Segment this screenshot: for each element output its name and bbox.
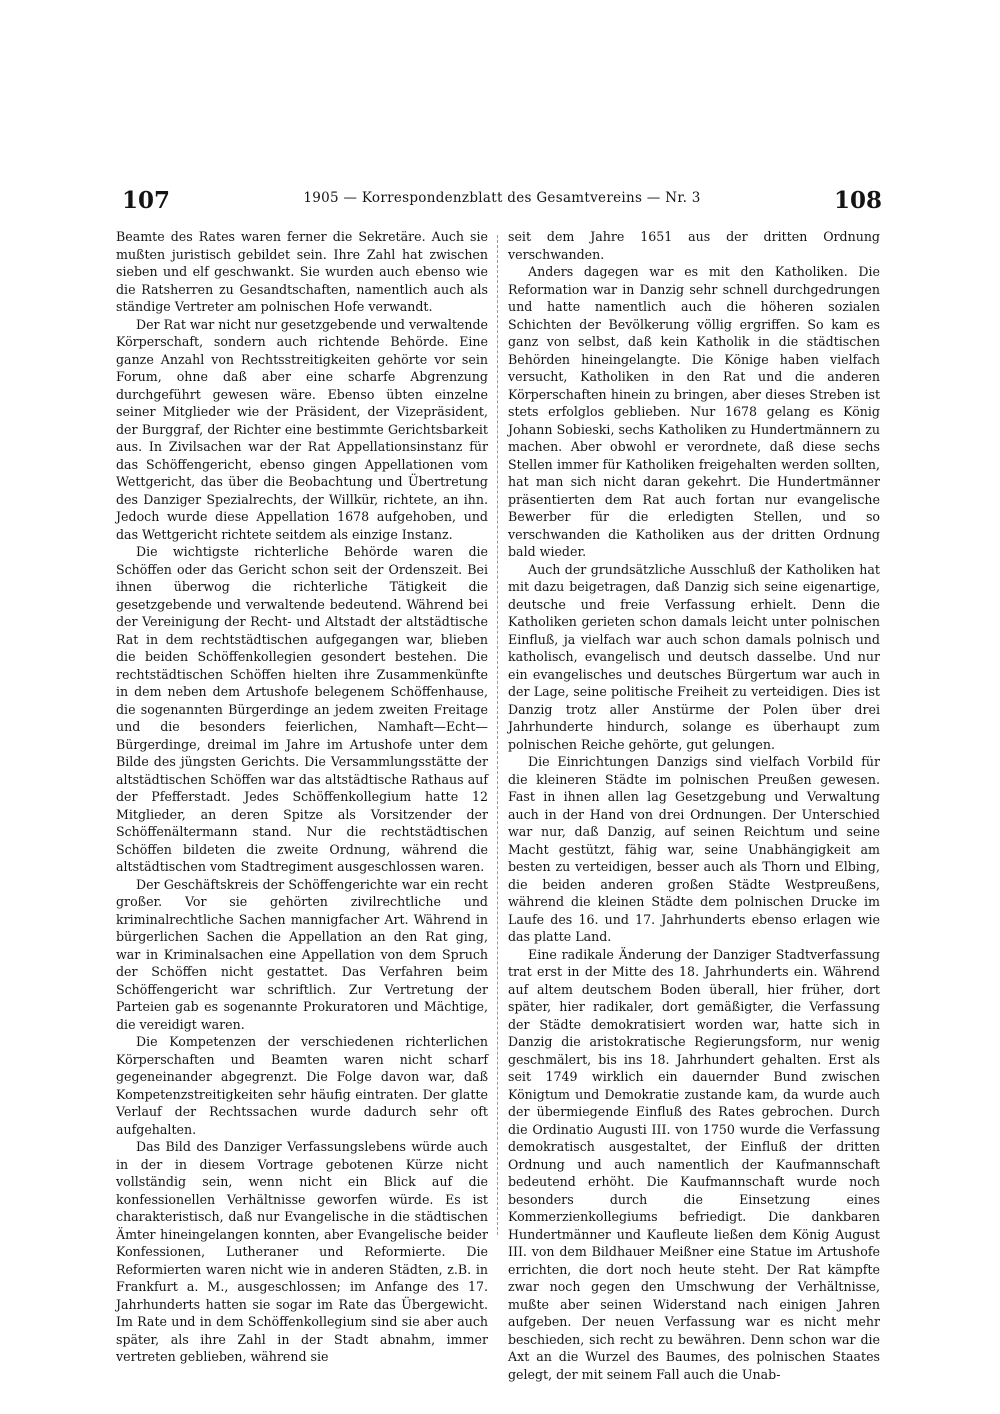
paragraph: Das Bild des Danziger Verfassungslebens würde auch in der in diesem Vortrage gebotenen Kürze nicht vollständig sein, wenn nicht ein Blick auf die konfessionellen Verhältnisse geworfen würde. Es ist charakteristisch, daß nur Evangelische in die städtischen Ämter hineingelangen konnten, aber Evangelische beider Konfessionen, Lutheraner und Reformierte. Die Reformierten waren nicht wie in anderen Städten, z.B. in Frankfurt a. M., ausgeschlossen; im Anfange des 17. Jahrhunderts hatten sie sogar im Rate das Übergewicht. Im Rate und in dem Schöffenkollegium sind sie aber auch später, als ihre Zahl in der Stadt abnahm, immer vertreten geblieben, während sie [116, 1139, 488, 1364]
paragraph: Die wichtigste richterliche Behörde waren die Schöffen oder das Gericht schon seit der Ordenszeit. Bei ihnen überwog die richterliche Tätigkeit die gesetzgebende und verwaltende bedeutend. Während bei der Vereinigung der Recht- und Altstadt der altstädtische Rat in dem rechtstädtischen aufgegangen war, blieben die beiden Schöffenkollegien gesondert bestehen. Die rechtstädtischen Schöffen hielten ihre Zusammenkünfte in dem neben dem Artushofe belegenem Schöffenhause, die sogenannten Bürgerdinge an jedem zweiten Freitage und die besonders feierlichen, Namhaft—Echt—Bürgerdinge, dreimal im Jahre im Artushofe unter dem Bilde des jüngsten Gerichts. Die Versammlungsstätte der altstädtischen Schöffen war das altstädtische Rathaus auf der Pfefferstadt. Jedes Schöffenkollegium hatte 12 Mitglieder, an deren Spitze als Vorsitzender der Schöffenältermann stand. Nur die rechtstädtischen Schöffen bildeten die zweite Ordnung, während die altstädtischen vom Stadtregiment ausgeschlossen waren. [116, 544, 488, 874]
paragraph: Beamte des Rates waren ferner die Sekretäre. Auch sie mußten juristisch gebildet sein. Ihre Zahl hat zwischen sieben und elf geschwankt. Sie wurden auch ebenso wie die Ratsherren zu Gesandtschaften, namentlich auch als ständige Vertreter am polnischen Hofe verwandt. [116, 229, 488, 314]
paragraph: seit dem Jahre 1651 aus der dritten Ordnung verschwanden. [508, 229, 880, 262]
page-header [122, 187, 882, 221]
paragraph: Auch der grundsätzliche Ausschluß der Katholiken hat mit dazu beigetragen, daß Danzig sich seine eigenartige, deutsche und freie Verfassung erhielt. Denn die Katholiken gerieten schon damals leicht unter polnischen Einfluß, ja vielfach war auch schon damals polnisch und katholisch, evangelisch und deutsch dasselbe. Und nur ein evangelisches und deutsches Bürgertum war auch in der Lage, seine politische Freiheit zu verteidigen. Dies ist Danzig trotz aller Anstürme der Polen über drei Jahrhunderte hindurch, solange es überhaupt zum polnischen Reiche gehörte, gut gelungen. [508, 561, 880, 752]
column-divider [497, 235, 498, 1235]
running-title: 1905 — Korrespondenzblatt des Gesamtvereins — Nr. 3 [303, 190, 701, 206]
paragraph: Der Rat war nicht nur gesetzgebende und verwaltende Körperschaft, sondern auch richtende Behörde. Eine ganze Anzahl von Rechtsstreitigkeiten gehörte vor sein Forum, ohne daß aber eine scharfe Abgrenzung durchgeführt gewesen wäre. Ebenso übten einzelne seiner Mitglieder wie der Präsident, der Vizepräsident, der Burggraf, der Richter eine bestimmte Gerichtsbarkeit aus. In Zivilsachen war der Rat Appellationsinstanz für das Schöffengericht, ebenso gingen Appellationen vom Wettgericht, das über die Beobachtung und Übertretung des Danziger Spezialrechts, der Willkür, richtete, an ihn. Jedoch wurde diese Appellation 1678 aufgehoben, und das Wettgericht richtete seitdem als einzige Instanz. [116, 316, 488, 542]
paragraph: Anders dagegen war es mit den Katholiken. Die Reformation war in Danzig sehr schnell durchgedrungen und hatte namentlich auch die höheren sozialen Schichten der Bevölkerung völlig ergriffen. So kam es ganz von selbst, daß kein Katholik in die städtischen Behörden hineingelangte. Die Könige haben vielfach versucht, Katholiken in den Rat und die anderen Körperschaften hinein zu bringen, aber dieses Streben ist stets erfolglos geblieben. Nur 1678 gelang es König Johann Sobieski, sechs Katholiken zu Hundertmännern zu machen. Aber obwohl er verordnete, daß diese sechs Stellen immer für Katholiken freigehalten werden sollten, hat man sich nicht daran gekehrt. Die Hundertmänner präsentierten dem Rat auch fortan nur evangelische Bewerber für die erledigten Stellen, und so verschwanden die Katholiken aus der dritten Ordnung bald wieder. [508, 264, 880, 559]
paragraph: Eine radikale Änderung der Danziger Stadtverfassung trat erst in der Mitte des 18. Jahrhunderts ein. Während auf altem deutschem Boden überall, hier früher, dort später, hier radikaler, dort gemäßigter, die Verfassung der Städte demokratisiert worden war, hatte sich in Danzig die aristokratische Regierungsform, nur wenig geschmälert, bis ins 18. Jahrhundert gehalten. Erst als seit 1749 wirklich ein dauernder Bund zwischen Königtum und Demokratie zustande kam, da wurde auch der übermiegende Einfluß des Rates gebrochen. Durch die Ordinatio Augusti III. von 1750 wurde die Verfassung demokratisch ausgestaltet, der Einfluß der dritten Ordnung und auch namentlich der Kaufmannschaft bedeutend erhöht. Die Kaufmannschaft wurde noch besonders durch die Einsetzung eines Kommerzienkollegiums befriedigt. Die dankbaren Hundertmänner und Kaufleute ließen dem König August III. von dem Bildhauer Meißner eine Statue im Artushofe errichten, die dort noch heute steht. Der Rat kämpfte zwar noch gegen den Umschwung der Verhältnisse, mußte aber seinen Widerstand nach einigen Jahren aufgeben. Der neuen Verfassung war es nicht mehr beschieden, sich recht zu bewähren. Denn schon war die Axt an die Wurzel des Baumes, des polnischen Staates gelegt, der mit seinem Fall auch die Unab- [508, 946, 880, 1382]
paragraph: Der Geschäftskreis der Schöffengerichte war ein recht großer. Vor sie gehörten zivilrechtliche und kriminalrechtliche Sachen mannigfacher Art. Während in bürgerlichen Sachen die Appellation an den Rat ging, war in Kriminalsachen eine Appellation von dem Spruch der Schöffen nicht gestattet. Das Verfahren beim Schöffengericht war schriftlich. Zur Vertretung der Parteien gab es sogenannte Prokuratoren und Mächtige, die vereidigt waren. [116, 876, 488, 1032]
paragraph: Die Kompetenzen der verschiedenen richterlichen Körperschaften und Beamten waren nicht scharf gegeneinander abgegrenzt. Die Folge davon war, daß Kompetenzstreitigkeiten sehr häufig eintraten. Der glatte Verlauf der Rechtssachen wurde dadurch sehr oft aufgehalten. [116, 1034, 488, 1137]
right-column [508, 228, 880, 1382]
paragraph: Die Einrichtungen Danzigs sind vielfach Vorbild für die kleineren Städte im polnischen Preußen gewesen. Fast in ihnen allen lag Gesetzgebung und Verwaltung auch in der Hand von drei Ordnungen. Der Unterschied war nur, daß Danzig, auf seinen Reichtum und seine Macht gestützt, fähig war, seine Unabhängigkeit am besten zu verteidigen, besser auch als Thorn und Elbing, die beiden anderen großen Städte Westpreußens, während die kleinen Städte dem polnischen Drucke im Laufe des 16. und 17. Jahrhunderts ebenso erlagen wie das platte Land. [508, 754, 880, 944]
left-column [116, 228, 488, 1364]
page-number-left: 107 [122, 187, 171, 214]
page-number-right: 108 [833, 187, 882, 214]
